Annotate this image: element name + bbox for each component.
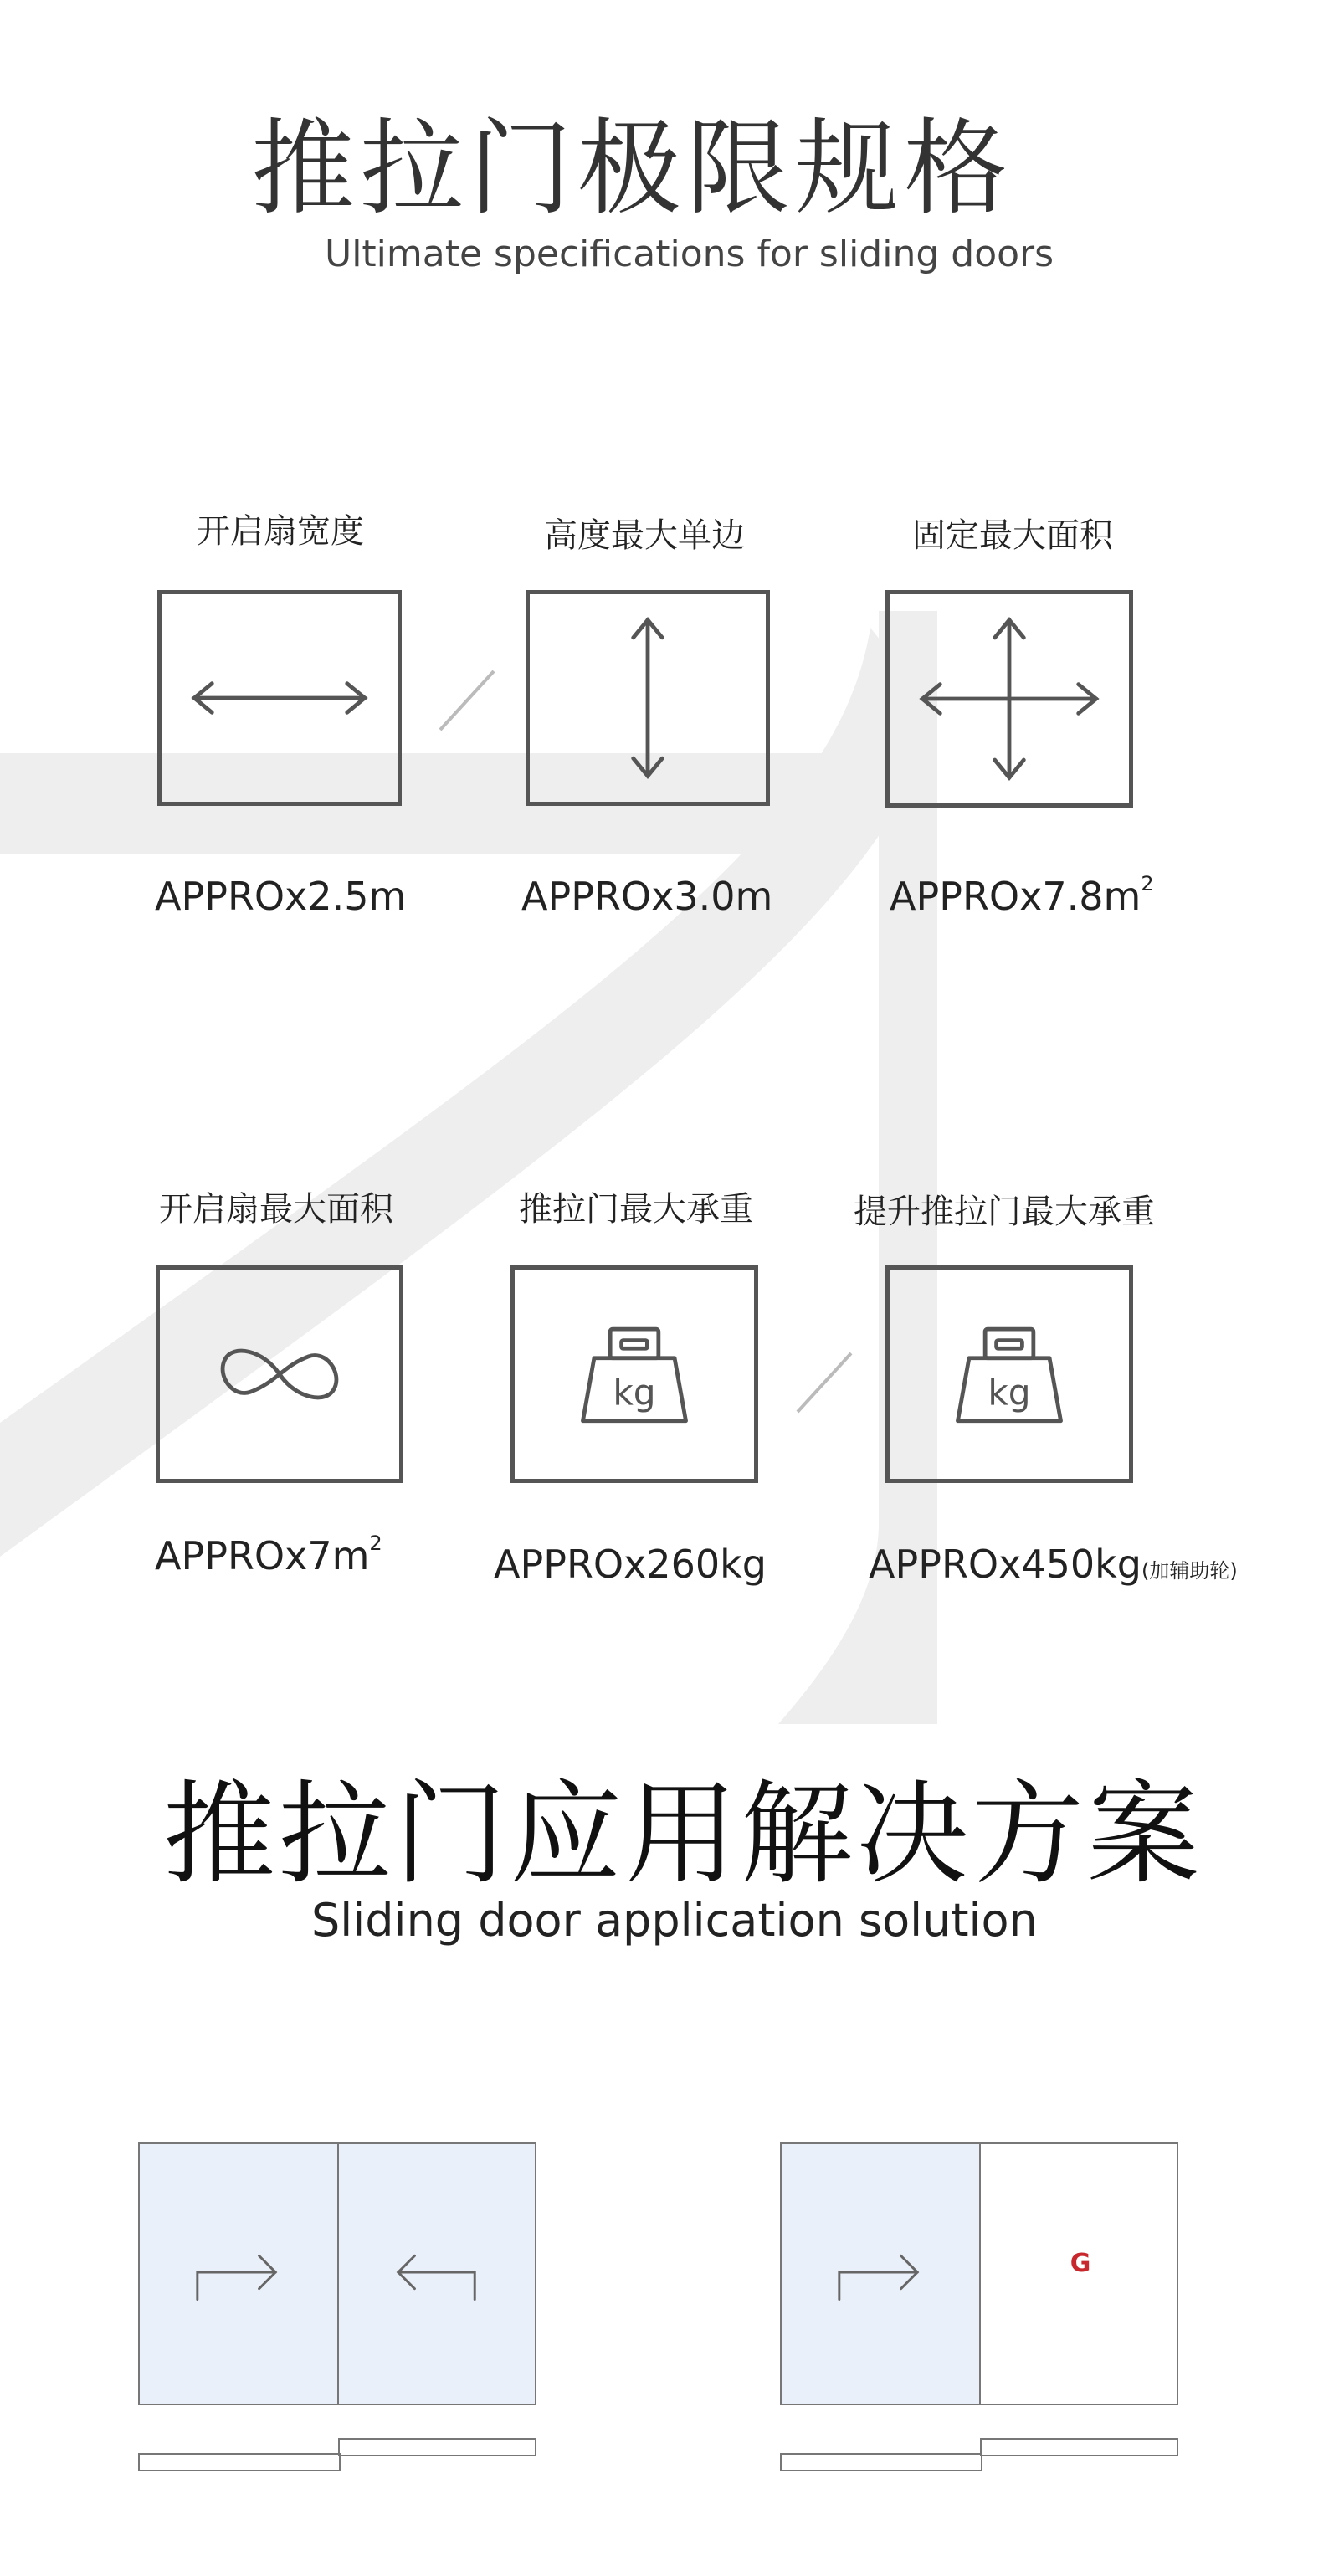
- page-subtitle: Ultimate specifications for sliding doors: [325, 233, 1054, 275]
- solution-subtitle: Sliding door application solution: [311, 1894, 1038, 1947]
- door-diagram-sliding-fixed: [780, 2142, 1178, 2477]
- weight-icon: [890, 1270, 1129, 1479]
- spec-box-open-area: [156, 1265, 403, 1483]
- door-panel-right: [337, 2142, 536, 2405]
- spec-value-open-width: APPROx2.5m: [155, 874, 407, 919]
- arrow-right-icon: [782, 2144, 979, 2404]
- page-title: 推拉门极限规格: [251, 109, 1013, 229]
- separator-slash: [434, 661, 509, 736]
- spec-label-lift-sliding-load: 提升推拉门最大承重: [854, 1193, 1155, 1231]
- spec-value-lift-sliding-load: APPROx450kg(加辅助轮): [869, 1542, 1238, 1587]
- infinity-icon: [160, 1270, 399, 1479]
- separator-slash-2: [791, 1343, 866, 1419]
- cross-arrow-icon: [890, 594, 1129, 803]
- door-panel-sliding: [780, 2142, 981, 2405]
- spec-box-open-width: [157, 590, 402, 806]
- spec-label-sliding-load: 推拉门最大承重: [519, 1190, 753, 1229]
- spec-value-fixed-area: $APPROx7.8m^2$: [890, 872, 1154, 919]
- spec-value-sliding-load: APPROx260kg: [494, 1542, 767, 1587]
- door-panel-fixed: [979, 2142, 1178, 2405]
- spec-box-fixed-area: [885, 590, 1133, 808]
- vertical-arrow-icon: [530, 594, 766, 802]
- arrow-left-icon: [339, 2144, 535, 2404]
- door-track-section: [780, 2437, 1178, 2474]
- spec-label-open-width: 开启扇宽度: [197, 512, 364, 551]
- door-diagram-double-sliding: [138, 2142, 536, 2477]
- spec-label-max-height: 高度最大单边: [544, 516, 745, 555]
- spec-box-lift-sliding-load: [885, 1265, 1133, 1483]
- arrow-right-icon: [140, 2144, 337, 2404]
- spec-box-sliding-load: [510, 1265, 758, 1483]
- door-panel-left: [138, 2142, 339, 2405]
- spec-label-open-area: 开启扇最大面积: [159, 1190, 393, 1229]
- horizontal-arrow-icon: [162, 594, 398, 802]
- spec-box-max-height: [526, 590, 770, 806]
- solution-title: 推拉门应用解决方案: [163, 1769, 1203, 1900]
- weight-icon: [515, 1270, 754, 1479]
- weight-icon-label: kg: [988, 1372, 1031, 1414]
- door-track-section: [138, 2437, 536, 2474]
- spec-value-open-area: $APPROx7m^2$: [155, 1532, 382, 1578]
- spec-label-fixed-area: 固定最大面积: [912, 516, 1113, 555]
- fixed-panel-marker: G: [1070, 2249, 1091, 2278]
- weight-icon-label: kg: [613, 1372, 656, 1414]
- spec-value-max-height: APPROx3.0m: [521, 874, 773, 919]
